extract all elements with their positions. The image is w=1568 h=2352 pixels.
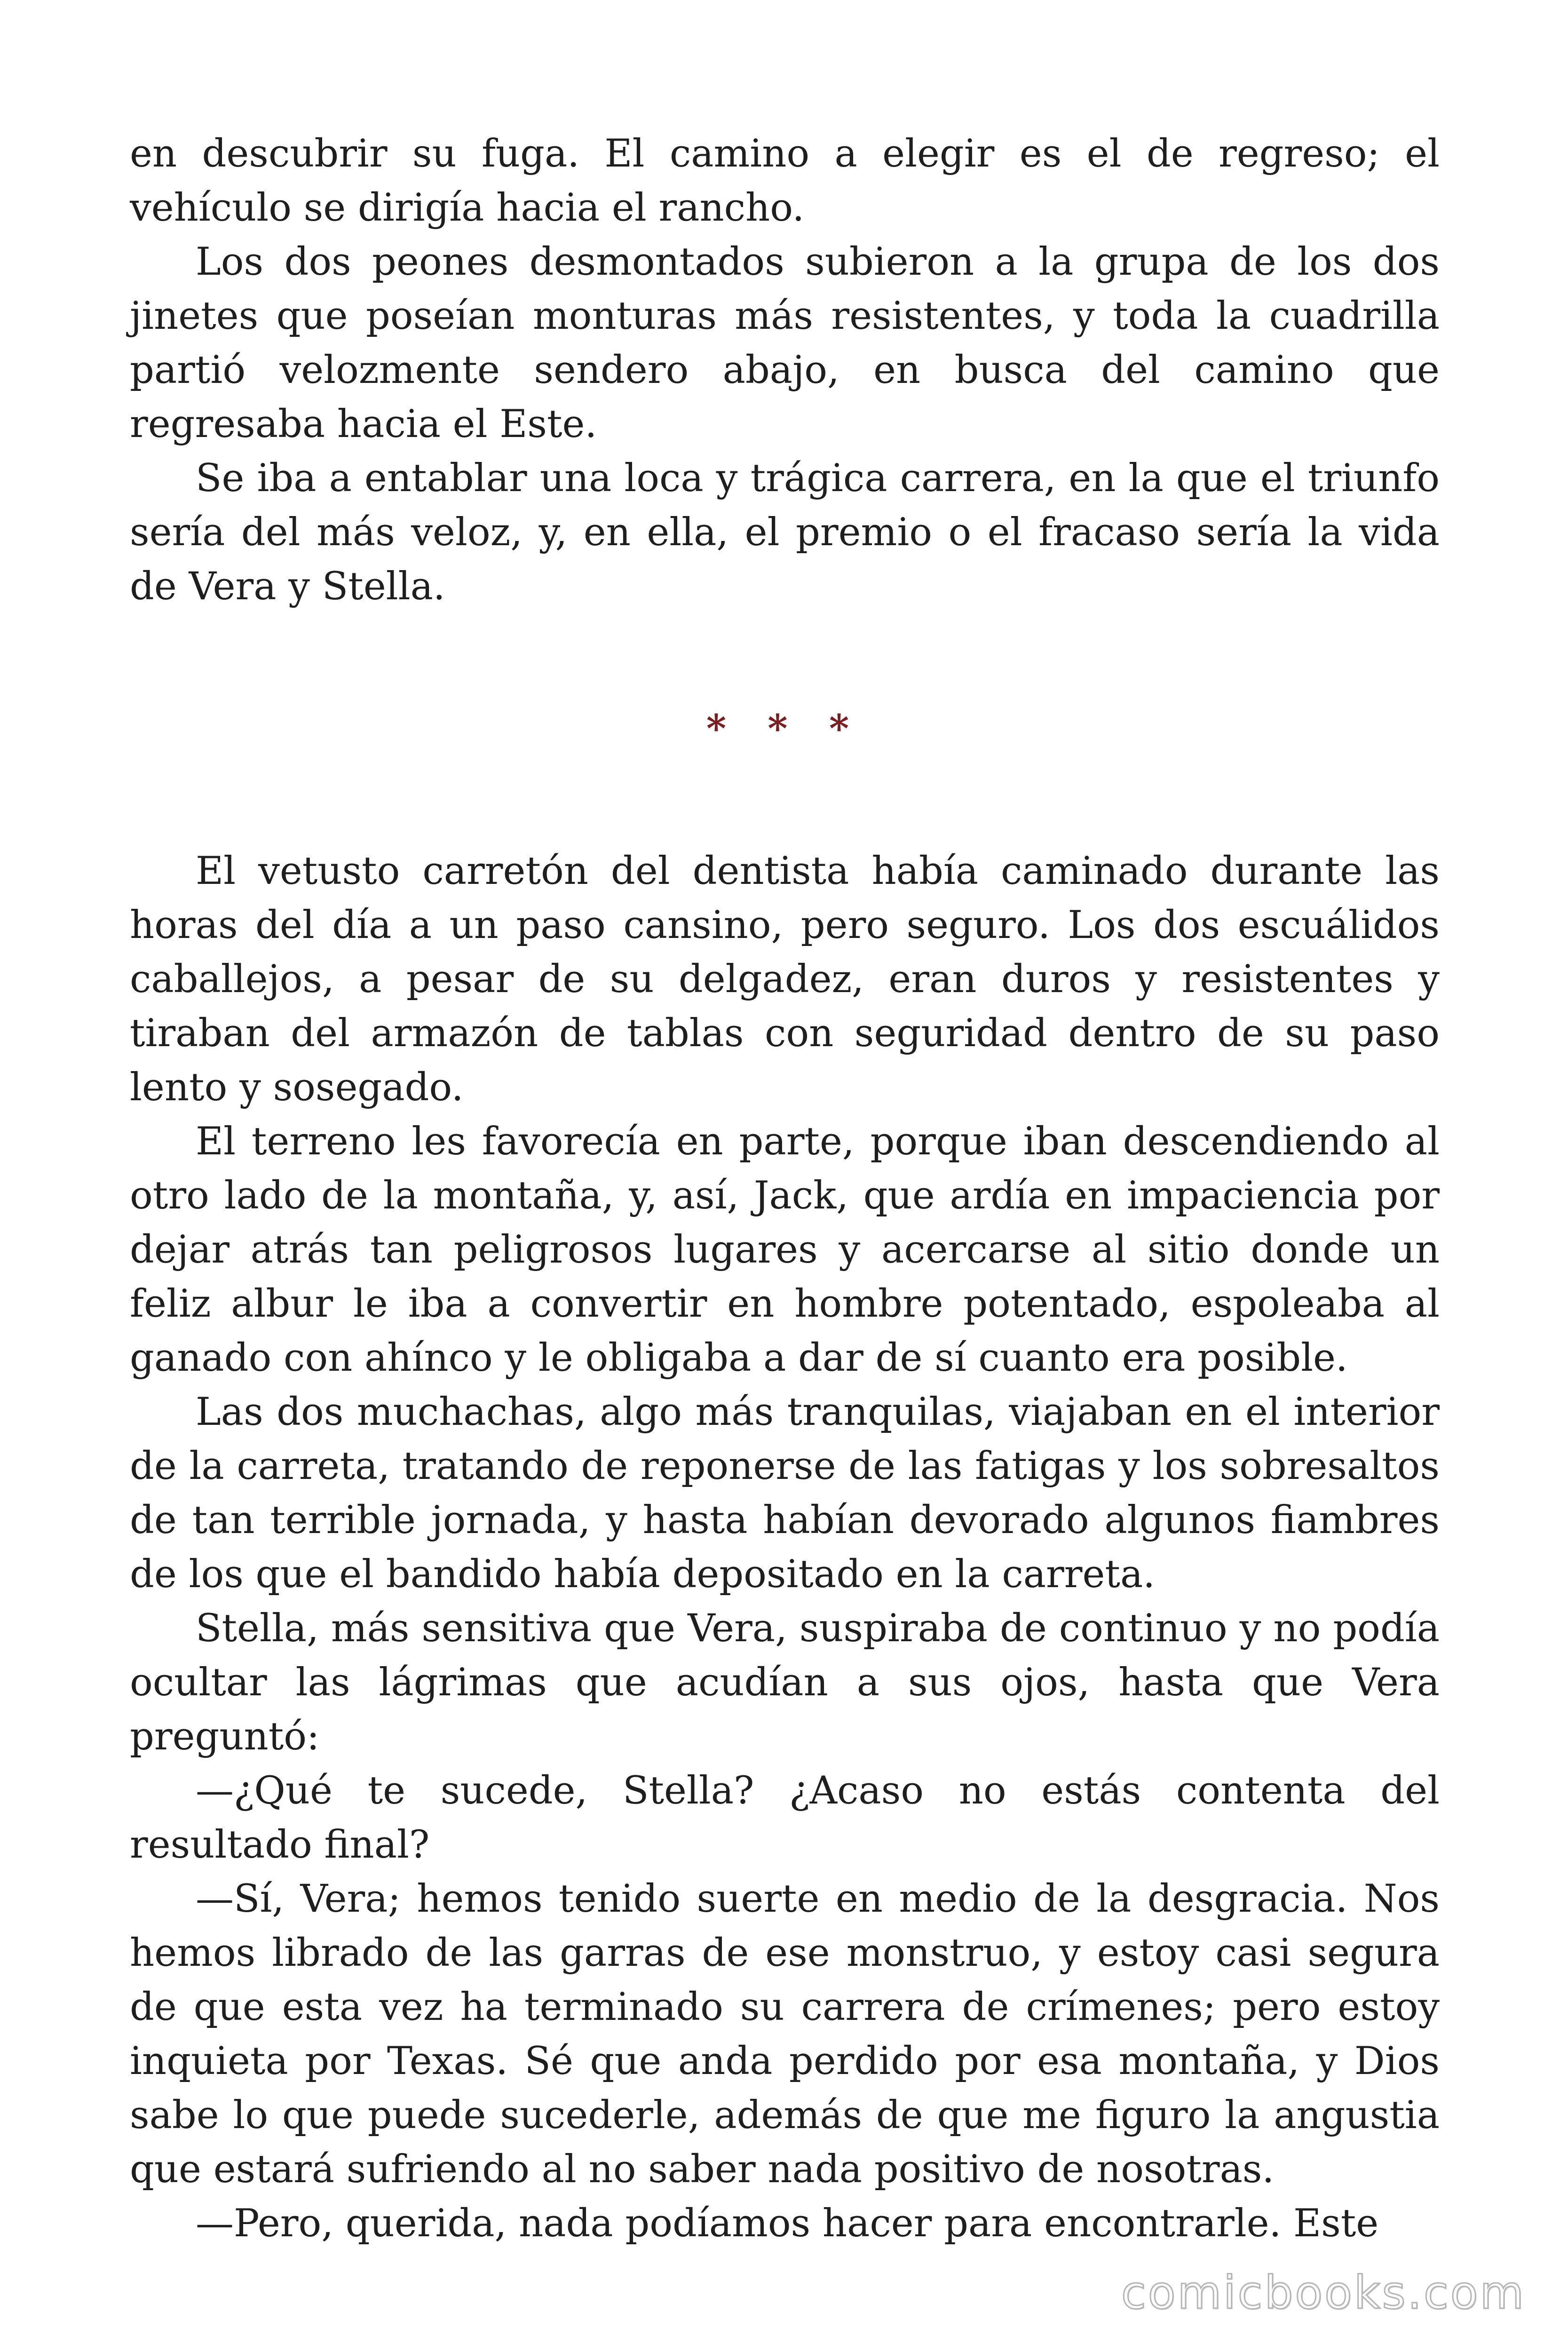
paragraph: Stella, más sensitiva que Vera, suspiraba de continuo y no podía ocultar las lágrimas que acudían a sus ojos, hasta que Vera preguntó:: [130, 1606, 1440, 1759]
text-block-before: [130, 127, 1440, 614]
paragraph: El vetusto carretón del dentista había caminado durante las horas del día a un paso cansino, pero seguro. Los dos escuálidos caballejos, a pesar de su delgadez, eran duros y resistentes y tiraban del armazón de tablas con seguridad dentro de su paso lento y sosegado.: [130, 849, 1440, 1110]
section-separator: * * *: [706, 707, 863, 751]
watermark: comicbooks.com: [1121, 2266, 1526, 2319]
paragraph: Los dos peones desmontados subieron a la grupa de los dos jinetes que poseían monturas más resistentes, y toda la cuadrilla partió velozmente sendero abajo, en busca del camino que regresaba hacia el Este.: [130, 240, 1440, 446]
paragraph: Se iba a entablar una loca y trágica carrera, en la que el triunfo sería del más veloz, y, en ella, el premio o el fracaso sería la vida de Vera y Stella.: [130, 456, 1440, 609]
book-page: [130, 127, 1440, 2251]
paragraph: El terreno les favorecía en parte, porque iban descendiendo al otro lado de la montaña, y, así, Jack, que ardía en impaciencia por dejar atrás tan peligrosos lugares y acercarse al sitio donde un feliz albur le iba a convertir en hombre potentado, espoleaba al ganado con ahínco y le obligaba a dar de sí cuanto era posible.: [130, 1120, 1440, 1380]
paragraph: Las dos muchachas, algo más tranquilas, viajaban en el interior de la carreta, tratando de reponerse de las fatigas y los sobresaltos de tan terrible jornada, y hasta habían devorado algunos fiambres de los que el bandido había depositado en la carreta.: [130, 1390, 1440, 1597]
dialogue-paragraph: —¿Qué te sucede, Stella? ¿Acaso no estás contenta del resultado final?: [130, 1769, 1440, 1867]
dialogue-paragraph: —Pero, querida, nada podíamos hacer para encontrarle. Este: [196, 2201, 1379, 2246]
paragraph: en descubrir su fuga. El camino a elegir es el de regreso; el vehículo se dirigía hacia el rancho.: [130, 132, 1440, 230]
text-block-after: [130, 844, 1440, 2251]
dialogue-paragraph: —Sí, Vera; hemos tenido suerte en medio de la desgracia. Nos hemos librado de las garras de ese monstruo, y estoy casi segura de que esta vez ha terminado su carrera de crímenes; pero estoy inquieta por Texas. Sé que anda perdido por esa montaña, y Dios sabe lo que puede sucederle, además de que me figuro la angustia que estará sufriendo al no saber nada positivo de nosotras.: [130, 1877, 1440, 2192]
